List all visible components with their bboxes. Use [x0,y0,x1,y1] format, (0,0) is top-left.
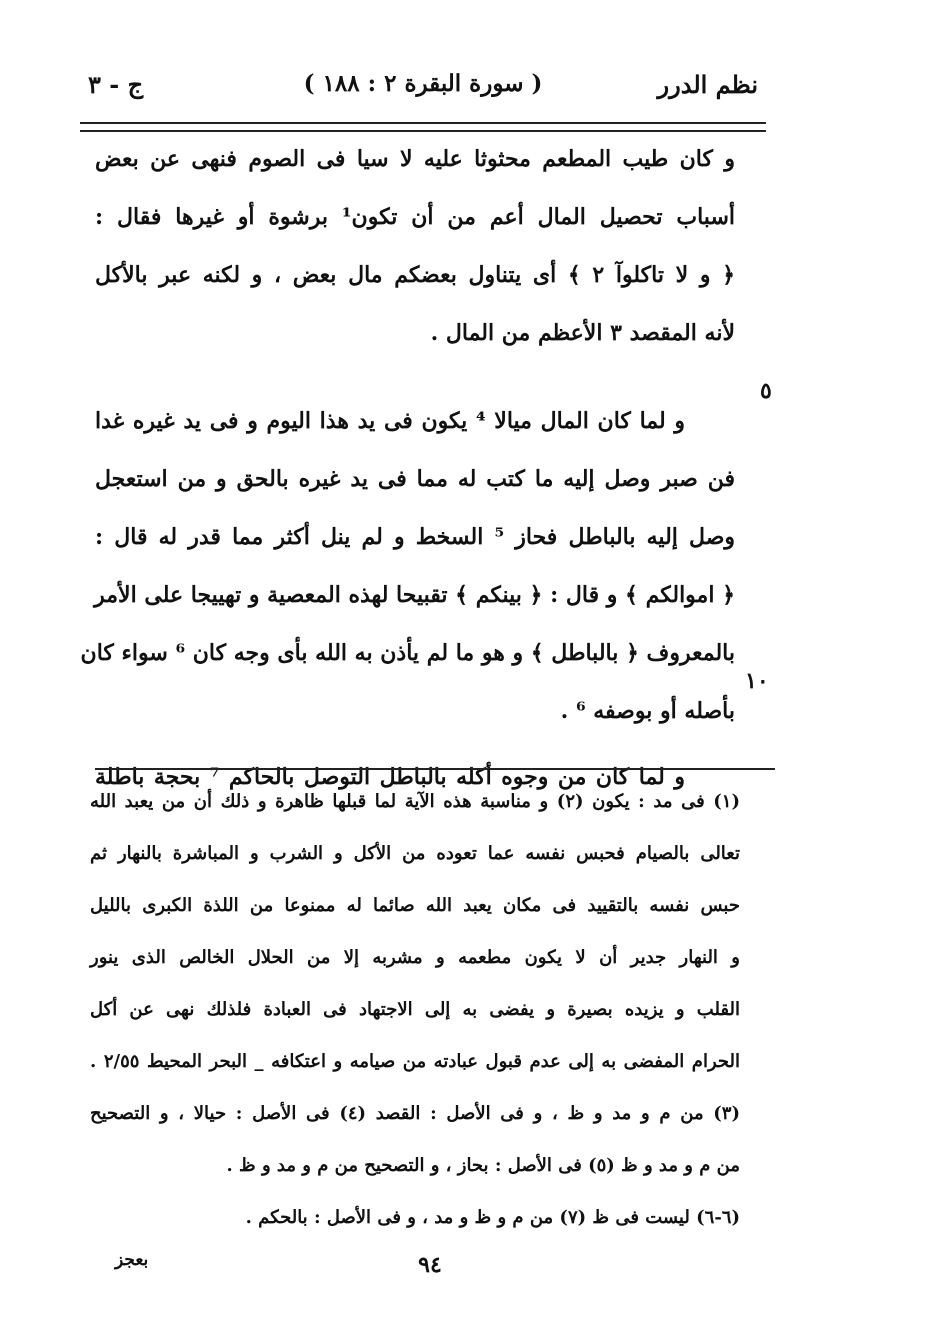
signature-catchword: بعجز [115,1250,149,1270]
text-line: بأصله أو بوصفه ⁶ . [560,698,735,724]
footnote-line: تعالى بالصيام فحبس نفسه عما تعوده من الأكل و الشرب و المباشرة بالنهار ثم [90,843,740,864]
footnote-line: من م و مد و ظ (٥) فى الأصل : بحاز ، و التصحيح من م و مد و ظ . [226,1155,740,1176]
footnote-line: (٦-٦) ليست فى ظ (٧) من م و ظ و مد ، و فى الأصل : بالحكم . [245,1207,740,1228]
line-number-5: ٥ [760,378,772,404]
text-line: بالمعروف ﴿ بالباطل ﴾ و هو ما لم يأذن به الله بأى وجه كان ⁶ سواء كان [80,640,735,666]
main-text [80,130,736,806]
footnote-line: (١) فى مد : يكون (٢) و مناسبة هذه الآية لما قبلها ظاهرة و ذلك أن من يعبد الله [90,791,740,812]
text-line: ﴿ و لا تاكلوآ ٢ ﴾ أى يتناول بعضكم مال بعض ، و لكنه عبر بالأكل [95,262,736,288]
footnote-line: الحرام المفضى به إلى عدم قبول عبادته من صيامه و اعتكافه _ البحر المحيط ٢/٥٥ . [90,1051,740,1072]
text-line: أسباب تحصيل المال أعم من أن تكون¹ برشوة أو غيرها فقال : [95,204,735,230]
running-header [88,70,758,110]
text-line: لأنه المقصد ٣ الأعظم من المال . [430,320,735,346]
footnote-line: و النهار جدير أن لا يكون مطعمه و مشربه إلا من الحلال الخالص الذى ينور [90,947,740,968]
text-line: فن صبر وصل إليه ما كتب له مما فى يد غيره بالحق و من استعجل [95,466,735,492]
footnotes [90,776,740,1244]
page-number: ٩٤ [418,1252,442,1278]
text-line: وصل إليه بالباطل فحاز ⁵ السخط و لم ينل أكثر مما قدر له قال : [95,524,735,550]
footnote-line: القلب و يزيده بصيرة و يفضى به إلى الاجتهاد فى العبادة فلذلك نهى عن أكل [90,999,740,1020]
footnote-separator [95,768,775,770]
footnote-line: حبس نفسه بالتقييد فى مكان يعبد الله صائما له ممنوعا من اللذة الكبرى بالليل [90,895,740,916]
volume-number: ج - ٣ [88,70,144,99]
text-line: و كان طيب المطعم محثوثا عليه لا سيا فى الصوم فنهى عن بعض [95,146,735,172]
footnote-line: (٣) من م و مد و ظ ، و فى الأصل : القصد (٤) فى الأصل : حيالا ، و التصحيح [90,1103,740,1124]
text-line: ﴿ اموالكم ﴾ و قال : ﴿ بينكم ﴾ تقبيحا لهذه المعصية و تهييجا على الأمر [94,582,735,608]
text-line: و لما كان المال ميالا ⁴ يكون فى يد هذا اليوم و فى يد غيره غدا [95,408,685,434]
surah-reference: ( سورة البقرة ٢ : ١٨٨ ) [303,70,543,97]
book-title: نظم الدرر [657,70,758,99]
line-number-10: ١٠ [745,668,769,694]
text-line: و لما كان من وجوه أكله بالباطل التوصل بالحاكم ⁷ بحجة باطلة [95,764,685,790]
